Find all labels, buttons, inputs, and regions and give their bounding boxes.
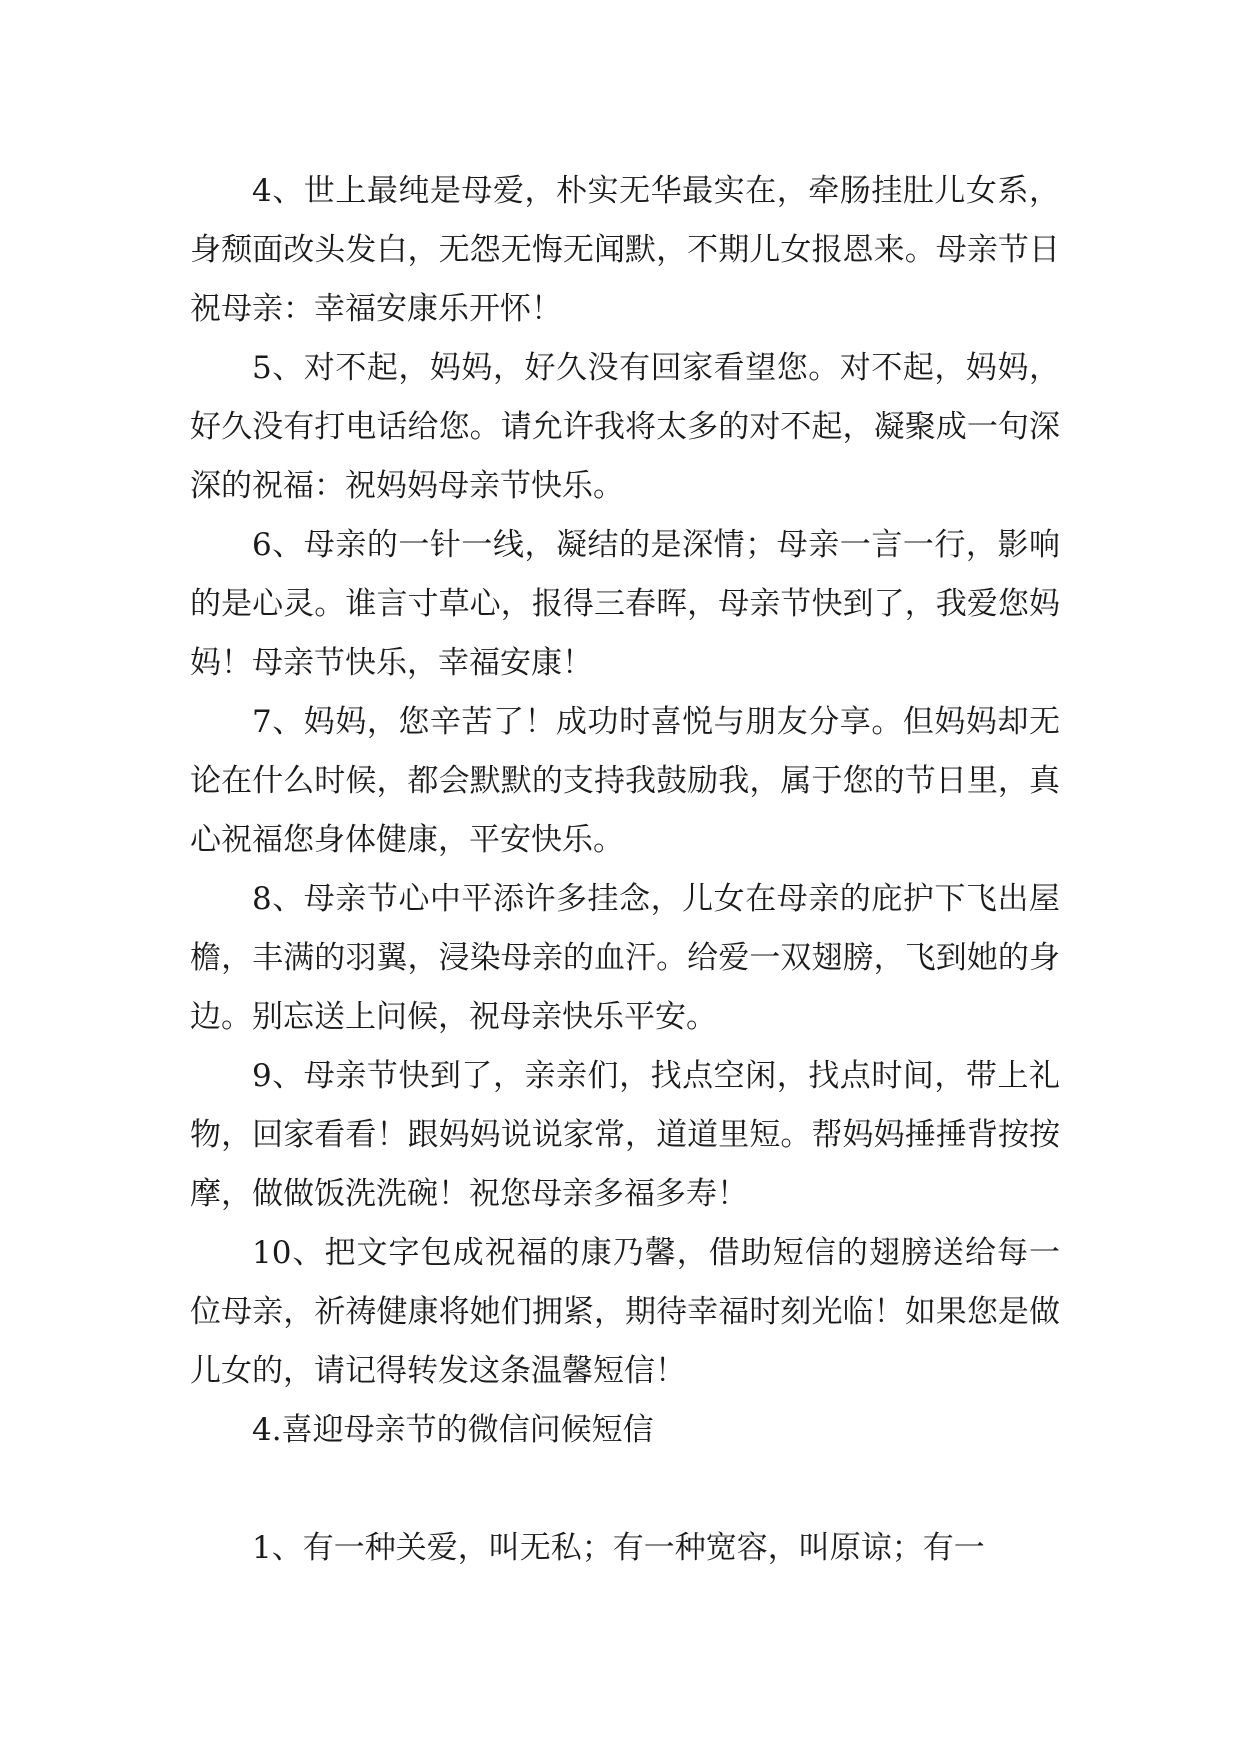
paragraph-item-7: 7、妈妈，您辛苦了！成功时喜悦与朋友分享。但妈妈却无论在什么时候，都会默默的支持我鼓励我，属于您的节日里，真心祝福您身体健康，平安快乐。 — [190, 704, 1060, 858]
paragraph-item-8: 8、母亲节心中平添许多挂念，儿女在母亲的庇护下飞出屋檐，丰满的羽翼，浸染母亲的血汗。给爱一双翅膀，飞到她的身边。别忘送上问候，祝母亲快乐平安。 — [190, 881, 1060, 1035]
paragraph-item-1: 1、有一种关爱，叫无私；有一种宽容，叫原谅；有一 — [252, 1530, 985, 1566]
paragraph-item-9: 9、母亲节快到了，亲亲们，找点空闲，找点时间，带上礼物，回家看看！跟妈妈说说家常，道道里短。帮妈妈捶捶背按按摩，做做饭洗洗碗！祝您母亲多福多寿！ — [190, 1058, 1060, 1212]
section-heading: 4.喜迎母亲节的微信问候短信 — [252, 1412, 654, 1448]
paragraph-item-6: 6、母亲的一针一线，凝结的是深情；母亲一言一行，影响的是心灵。谁言寸草心，报得三春晖，母亲节快到了，我爱您妈妈！母亲节快乐，幸福安康！ — [190, 527, 1060, 681]
paragraph-item-5: 5、对不起，妈妈，好久没有回家看望您。对不起，妈妈，好久没有打电话给您。请允许我将太多的对不起，凝聚成一句深深的祝福：祝妈妈母亲节快乐。 — [190, 350, 1060, 504]
paragraph-item-4: 4、世上最纯是母爱，朴实无华最实在，牵肠挂肚儿女系，身颓面改头发白，无怨无悔无闻默，不期儿女报恩来。母亲节日祝母亲：幸福安康乐开怀！ — [190, 173, 1060, 327]
blank-line — [190, 1460, 1060, 1519]
paragraph-item-10: 10、把文字包成祝福的康乃馨，借助短信的翅膀送给每一位母亲，祈祷健康将她们拥紧，期待幸福时刻光临！如果您是做儿女的，请记得转发这条温馨短信！ — [190, 1235, 1060, 1389]
document-body — [190, 162, 1060, 1578]
